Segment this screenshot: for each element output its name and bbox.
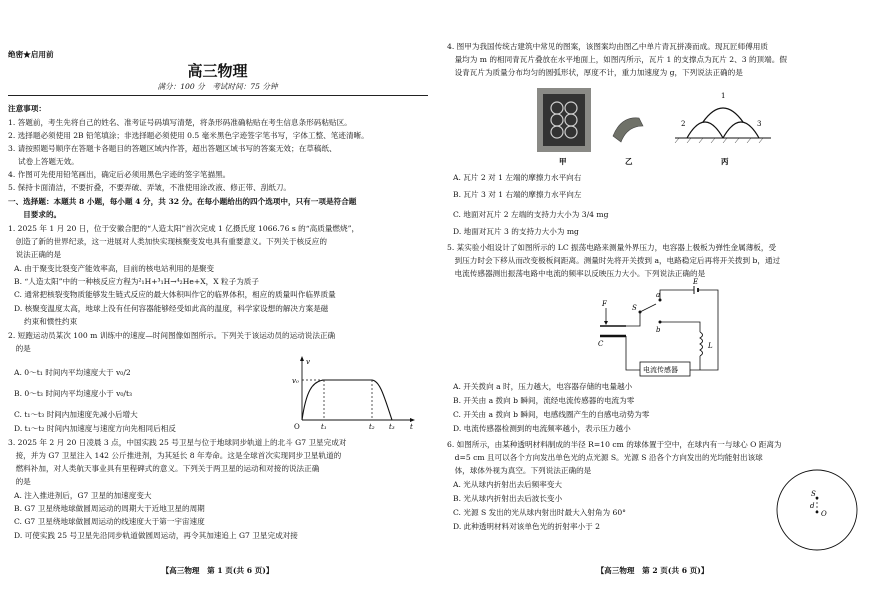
q2-stem: 2. 短跑运动员某次 100 m 训练中的速度—时间图像如图所示。下列关于该运动员的运动说法正确 (8, 331, 336, 340)
q1-stem: 1. 2025 年 1 月 20 日，位于安徽合肥的“人造太阳”首次完成 1 亿摄氏度 1066.76 s 的“高质量燃烧”， (8, 224, 360, 233)
switch-blade (640, 304, 656, 312)
q5-option-a: A. 开关拨向 a 时，压力越大，电容器存储的电量越小 (453, 382, 633, 391)
q5-stem: 到压力时会下移从而改变极板间距离。测量时先将开关拨到 a，电路稳定后再将开关拨到 b，通过 (447, 256, 781, 265)
note-line: 2. 选择题必须使用 2B 铅笔填涂；非选择题必须使用 0.5 毫米黑色字迹签字笔书写，字体工整、笔迹清晰。 (8, 131, 369, 140)
exam-title: 高三物理 (187, 62, 248, 80)
capacitor-label: C (598, 340, 604, 348)
q3-stem: 3. 2025 年 2 月 20 日凌晨 3 点，中国实践 25 号卫星与位于地球同步轨道上的北斗 G7 卫星完成对 (8, 438, 347, 447)
q4-stem: 设青瓦片为质量分布均匀的圆弧形状，厚度不计，重力加速度为 g，下列说法正确的是 (447, 68, 743, 77)
switch-label: S (632, 304, 637, 312)
note-line: 3. 请按照题号顺序在答题卡各题目的答题区域内作答，超出答题区域书写的答案无效；在草稿纸、 (8, 144, 337, 153)
q1-option-b: B. “人造太阳”中的一种核反应方程为²₁H+³₁H→⁴₂He+X，X 粒子为质子 (14, 277, 259, 286)
q3-stem: 的是 (8, 477, 31, 486)
note-line: 试卷上答题无效。 (8, 157, 79, 166)
t2-label: t₂ (369, 423, 375, 431)
contact-a-label: a (656, 291, 661, 299)
q1-option-d-cont: 约束和惯性约束 (14, 317, 78, 326)
q2-option-d: D. t₁～t₂ 时间内加速度与速度方向先相同后相反 (14, 424, 176, 433)
q5-circuit (590, 278, 740, 378)
q1-stem: 说法正确的是 (8, 250, 62, 259)
q5-option-d: D. 电流传感器检测到的电流频率越小，表示压力越小 (453, 424, 631, 433)
q5-option-b: B. 开关由 a 拨向 b 瞬间，流经电流传感器的电流为零 (453, 396, 635, 405)
t1-label: t₁ (321, 423, 327, 431)
fig-bing-label: 丙 (721, 157, 729, 166)
q5-stem: 电流传感器测出振荡电路中电流的频率以反映压力大小。下列说法正确的是 (447, 269, 706, 278)
q2-option-a: A. 0～t₁ 时间内平均速度大于 v₀/2 (14, 368, 131, 377)
q6-option-b: B. 光从球内折射出去后波长变小 (453, 494, 563, 503)
t3-label: t₃ (389, 423, 395, 431)
inductor-coil (700, 332, 703, 356)
page-footer: 【高三物理 第 2 页(共 6 页)】 (596, 566, 709, 575)
q1-stem: 创造了新的世界纪录，这一进展对人类加快实现核聚变发电具有重要意义。下列关于核反应的 (8, 237, 327, 246)
q6-sphere-figure (775, 468, 859, 552)
q3-stem: 接，并为 G7 卫星注入 142 公斤推进剂，为其延长 8 年寿命。这是全球首次实现同步卫星轨道的 (8, 451, 342, 460)
q3-option-d: D. 可使实践 25 号卫星先沿同步轨道做圆周运动，再令其加速追上 G7 卫星完成对接 (14, 531, 298, 540)
q4-option-c: C. 地面对瓦片 2 左端的支持力大小为 3/4 mg (453, 210, 609, 219)
tile-1-label: 1 (721, 92, 726, 100)
q4-figure (535, 86, 775, 168)
q5-option-c: C. 开关由 a 拨向 b 瞬间，电感线圈产生的自感电动势为零 (453, 410, 650, 419)
q4-option-a: A. 瓦片 2 对 1 左端的摩擦力水平向右 (453, 173, 582, 182)
q6-stem: 体，球体外视为真空。下列说法正确的是 (447, 466, 592, 475)
q3-option-c: C. G7 卫星绕地球做圆周运动的线速度大于第一宇宙速度 (14, 517, 205, 526)
tile-image (613, 118, 643, 142)
note-line: 4. 作图可先使用铅笔画出，确定后必须用黑色字迹的签字笔描黑。 (8, 170, 231, 179)
q6-stem: 6. 如图所示，由某种透明材料制成的半径 R=10 cm 的球体置于空中，在球内有一与球心 O 距离为 (447, 440, 782, 449)
battery-label: E (693, 278, 699, 286)
exam-meta: 满分：100 分 考试时间：75 分钟 (157, 82, 278, 91)
q6-option-a: A. 光从球内折射出去后频率变大 (453, 480, 563, 489)
q6-stem: d=5 cm 且可以各个方向发出单色光的点光源 S。光源 S 沿各个方向发出的光均能射出该球 (447, 453, 763, 462)
q3-option-b: B. G7 卫星绕地球做圆周运动的周期大于近地卫星的周期 (14, 504, 205, 513)
title-rule (8, 95, 428, 96)
q1-option-d: D. 核聚变温度太高，地球上没有任何容器能够经受如此高的温度，科学家设想的解决方案是磁 (14, 304, 329, 313)
q2-option-c: C. t₁～t₃ 时间内加速度先减小后增大 (14, 410, 138, 419)
q2-stem: 的是 (8, 344, 31, 353)
tile-3 (723, 120, 762, 138)
note-line: 1. 答题前，考生先将自己的姓名、准考证号码填写清楚，将条形码准确粘贴在考生信息条形码粘贴区。 (8, 118, 352, 127)
sensor-label: 电流传感器 (643, 366, 678, 374)
origin-label: O (294, 423, 300, 431)
velocity-curve (302, 380, 392, 420)
note-line: 5. 保持卡面清洁，不要折叠，不要弄破、弄皱，不准使用涂改液、修正带、刮纸刀。 (8, 183, 292, 192)
q3-stem: 燃料补加，对人类航天事业具有里程碑式的意义。下列关于两卫星的运动和对接的说法正确 (8, 464, 320, 473)
inductor-label: L (708, 342, 713, 350)
source-label: S (811, 490, 816, 498)
q2-vt-graph (290, 356, 420, 432)
q6-option-c: C. 光源 S 发出的光从球内射出时最大入射角为 60° (453, 508, 626, 517)
distance-label: d (810, 502, 815, 510)
fig-yi-label: 乙 (625, 157, 633, 166)
exam-page-2 (435, 0, 870, 603)
q1-option-a: A. 由于聚变比裂变产能效率高，目前的核电站利用的是聚变 (14, 264, 215, 273)
q4-stem: 量均为 m 的相同青瓦片叠放在水平地面上，如图丙所示，瓦片 1 的支撑点为瓦片 2、3 的顶端。假 (447, 55, 787, 64)
q1-option-c: C. 通常把核裂变物质能够发生链式反应的最大体积叫作它的临界体积，相应的质量叫作临界质量 (14, 290, 336, 299)
v-label: v (306, 358, 310, 366)
fig-jia-label: 甲 (559, 157, 567, 166)
v0-label: v₀ (292, 377, 299, 385)
q2-option-b: B. 0～t₃ 时间内平均速度小于 v₀/t₃ (14, 389, 133, 398)
section-heading-cont: 目要求的。 (8, 210, 62, 219)
q4-option-b: B. 瓦片 3 对 1 右端的摩擦力水平向左 (453, 190, 582, 199)
center-label: O (821, 510, 827, 518)
notes-heading: 注意事项： (8, 104, 46, 113)
t-label: t (410, 423, 413, 431)
tile-2 (687, 122, 723, 138)
q3-option-a: A. 注入推进剂后，G7 卫星的加速度变大 (14, 491, 152, 500)
page-footer: 【高三物理 第 1 页(共 6 页)】 (161, 566, 274, 575)
force-label: F (602, 300, 607, 308)
tile-1 (703, 108, 743, 122)
q4-stem: 4. 图甲为我国传统古建筑中常见的图案，该图案均由图乙中单片青瓦拼凑而成。现瓦匠师傅用质 (447, 42, 768, 51)
q4-option-d: D. 地面对瓦片 3 的支持力大小为 mg (453, 227, 579, 236)
section-heading: 一、选择题：本题共 8 小题，每小题 4 分，共 32 分。在每小题给出的四个选项中，只有一项是符合题 (8, 197, 357, 206)
confidential-mark: 绝密★启用前 (8, 50, 54, 59)
tile-2-label: 2 (681, 120, 686, 128)
q6-option-d: D. 此种透明材料对该单色光的折射率小于 2 (453, 522, 600, 531)
contact-b-label: b (656, 326, 661, 334)
q5-stem: 5. 某实验小组设计了如图所示的 LC 振荡电路来测量外界压力，电容器上极板为弹性金属薄板，受 (447, 243, 777, 252)
tile-3-label: 3 (757, 120, 762, 128)
